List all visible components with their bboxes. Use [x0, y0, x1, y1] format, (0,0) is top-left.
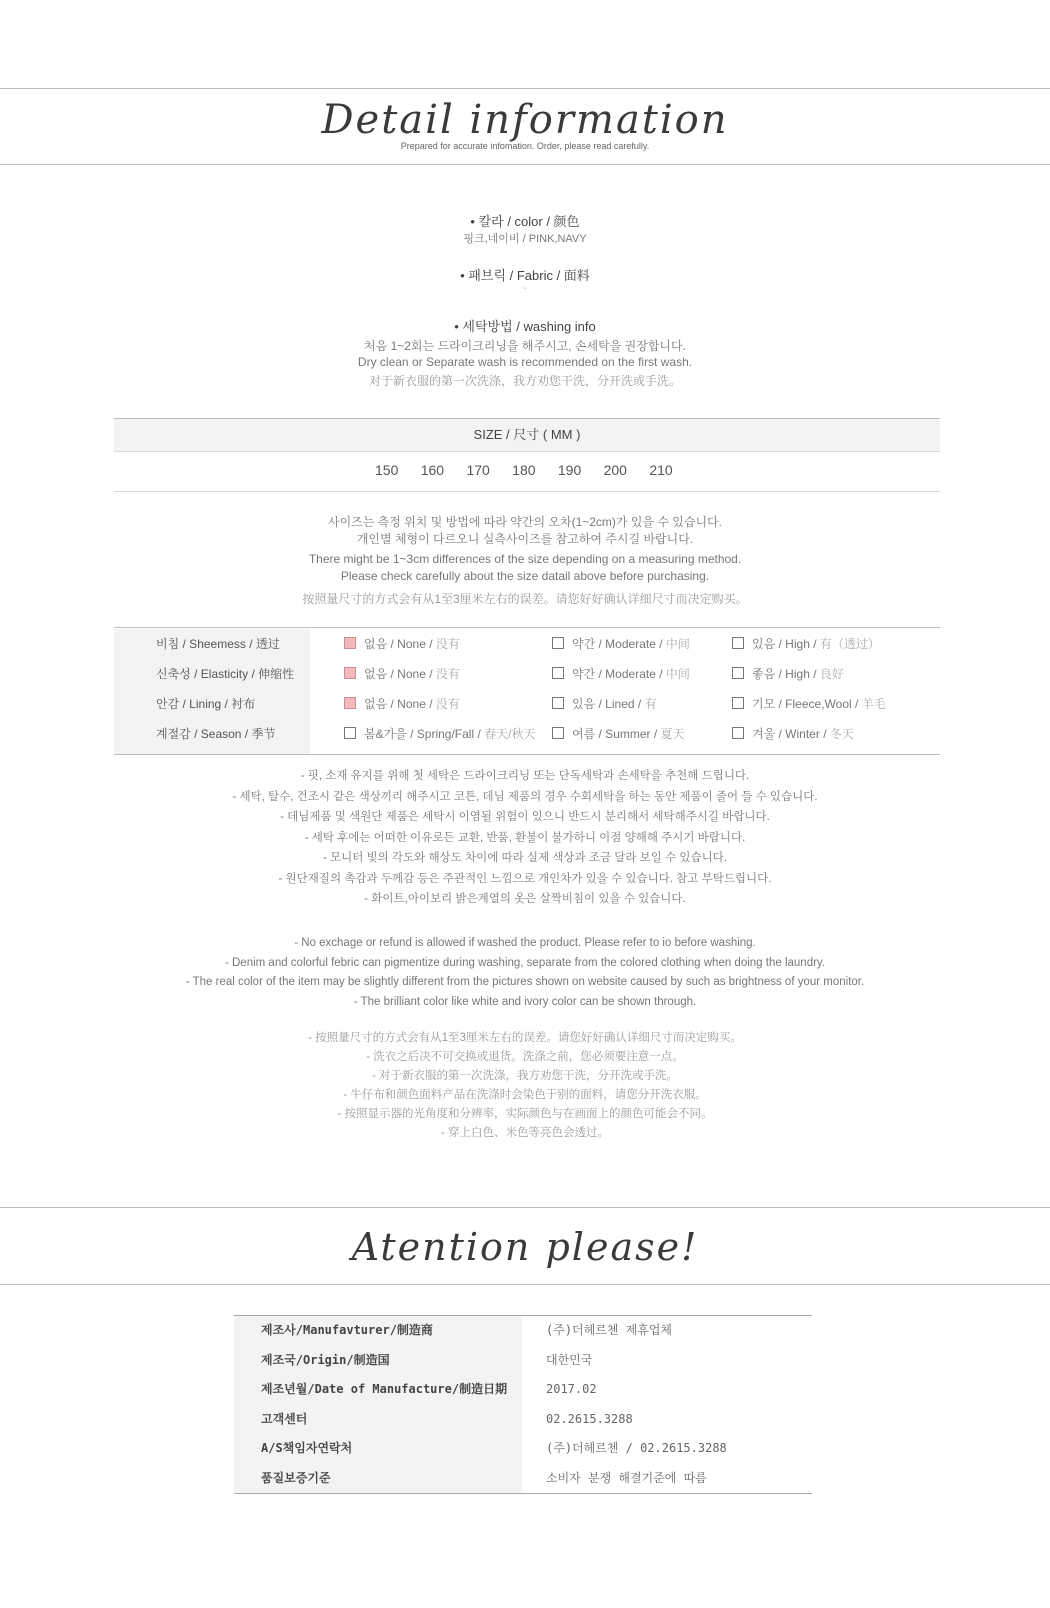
option-lined[interactable]: 있음 / Lined / 有 — [552, 689, 657, 719]
attribute-label: 안감 / Lining / 衬布 — [156, 697, 256, 711]
attribute-label: 계절감 / Season / 季节 — [156, 727, 276, 741]
attributes-top-divider — [114, 627, 940, 628]
size-value: 180 — [512, 462, 536, 478]
notes-chinese — [0, 1029, 1050, 1143]
size-note-en-2: Please check carefully about the size datail above before purchasing. — [340, 569, 710, 583]
size-values — [375, 462, 695, 478]
size-header: SIZE / 尺寸 ( MM ) — [473, 427, 581, 442]
info-value: 02.2615.3288 — [546, 1411, 633, 1426]
size-value: 210 — [649, 462, 673, 478]
size-value: 150 — [375, 462, 399, 478]
size-bottom-divider — [114, 491, 940, 492]
note-line: - 핏, 소재 유지를 위해 첫 세탁은 드라이크리닝 또는 단독세탁과 손세탁을 추천해 드립니다. — [300, 770, 750, 782]
table-row — [234, 1405, 812, 1435]
option-none[interactable]: 없음 / None / 没有 — [344, 689, 460, 719]
table-row — [234, 1375, 812, 1405]
info-key: 제조사/Manufavturer/制造商 — [234, 1316, 522, 1346]
note-line: - 按照量尺寸的方式会有从1至3厘米左右的误差。请您好好确认详细尺寸而决定购买。 — [308, 1032, 742, 1044]
info-value: (주)더헤르첸 / 02.2615.3288 — [546, 1441, 727, 1455]
note-line: - 세탁, 탈수, 건조시 같은 색상끼리 해주시고 코튼, 데님 제품의 경우 수회세탁을 하는 동안 제품이 줄어 들 수 있습니다. — [232, 790, 818, 803]
header-divider — [0, 164, 1050, 165]
note-line: - 牛仔布和颜色面料产品在洗涤时会染色于别的面料，请您分开洗衣服。 — [343, 1089, 707, 1101]
checkbox-icon[interactable] — [732, 637, 744, 649]
info-value: 2017.02 — [546, 1382, 597, 1396]
option-winter[interactable]: 겨울 / Winter / 冬天 — [732, 719, 854, 749]
notes-english — [0, 934, 1050, 1012]
checkbox-icon[interactable] — [552, 637, 564, 649]
size-value: 190 — [557, 462, 582, 478]
option-none[interactable]: 없음 / None / 没有 — [344, 659, 460, 689]
attribute-row-sheerness — [114, 629, 940, 659]
detail-title: Detail information — [321, 97, 729, 143]
info-value: 대한민국 — [546, 1352, 593, 1367]
washing-ko: 처음 1~2회는 드라이크리닝을 해주시고, 손세탁을 권장합니다. — [364, 339, 686, 353]
product-info-table — [234, 1315, 812, 1494]
note-line: - 按照显示器的光角度和分辨率，实际颜色与在画面上的颜色可能会不同。 — [337, 1108, 713, 1120]
option-fleece[interactable]: 기모 / Fleece,Wool / 羊毛 — [732, 689, 886, 719]
attribute-label: 신축성 / Elasticity / 伸缩性 — [156, 667, 295, 681]
checkbox-checked-icon[interactable] — [344, 667, 356, 679]
washing-zh: 对于新衣服的第一次洗涤，我方劝您干洗，分开洗或手洗。 — [368, 374, 681, 388]
option-moderate[interactable]: 약간 / Moderate / 中间 — [552, 629, 690, 659]
checkbox-icon[interactable] — [552, 667, 564, 679]
size-value: 200 — [603, 462, 627, 478]
checkbox-checked-icon[interactable] — [344, 637, 356, 649]
attention-top-divider — [0, 1207, 1050, 1208]
info-value: (주)더헤르첸 제휴업체 — [546, 1323, 673, 1337]
info-key: 품질보증기준 — [234, 1464, 522, 1494]
attribute-row-season — [114, 719, 940, 749]
washing-en: Dry clean or Separate wash is recommended on the first wash. — [357, 355, 693, 369]
color-value: 핑크,네이비 / PINK,NAVY — [463, 233, 587, 245]
attention-title: Atention please! — [351, 1225, 699, 1269]
checkbox-checked-icon[interactable] — [344, 697, 356, 709]
size-note-ko-1: 사이즈는 측정 위치 및 방법에 따라 약간의 오차(1~2cm)가 있을 수 있습니다. — [327, 515, 722, 529]
table-row — [234, 1464, 812, 1494]
info-key: A/S책임자연락처 — [234, 1434, 522, 1464]
option-high[interactable]: 좋음 / High / 良好 — [732, 659, 844, 689]
option-spring-fall[interactable]: 봄&가을 / Spring/Fall / 春天/秋天 — [344, 719, 536, 749]
attribute-row-lining — [114, 689, 940, 719]
info-key: 제조국/Origin/制造国 — [234, 1346, 522, 1376]
info-key: 제조년월/Date of Manufacture/制造日期 — [234, 1375, 522, 1405]
attribute-row-elasticity — [114, 659, 940, 689]
note-line: - 对于新衣服的第一次洗涤，我方劝您干洗，分开洗或手洗。 — [371, 1070, 679, 1082]
note-line: - 洗衣之后决不可交换或退货。洗涤之前，您必须要注意一点。 — [366, 1051, 684, 1063]
note-line: - Denim and colorful febric can pigmentize during washing, separate from the colored clothing when doing the laundry. — [224, 956, 826, 969]
attributes-bottom-divider — [114, 754, 940, 755]
size-note-ko-2: 개인별 체형이 다르오니 실측사이즈를 참고하여 주시길 바랍니다. — [356, 532, 694, 546]
note-line: - 세탁 후에는 어떠한 이유로든 교환, 반품, 환불이 불가하니 이점 양해해 주시기 바랍니다. — [304, 831, 746, 844]
note-line: - No exchage or refund is allowed if washed the product. Please refer to io before washing. — [294, 937, 756, 949]
note-line: - 원단재질의 촉감과 두께감 등은 주관적인 느낌으로 개인차가 있을 수 있습니다. 참고 부탁드립니다. — [278, 872, 772, 885]
option-summer[interactable]: 여름 / Summer / 夏天 — [552, 719, 685, 749]
checkbox-icon[interactable] — [344, 727, 356, 739]
size-value: 170 — [466, 462, 490, 478]
detail-subtitle: Prepared for accurate infomation. Order, please read carefully. — [400, 141, 650, 151]
note-line: - 데님제품 및 색원단 제품은 세탁시 이염될 위험이 있으니 반드시 분리해서 세탁해주시길 바랍니다. — [280, 811, 770, 823]
option-high[interactable]: 있음 / High / 有（透过） — [732, 629, 880, 659]
checkbox-icon[interactable] — [732, 727, 744, 739]
note-line: - The real color of the item may be slightly different from the pictures shown on website caused by such as brightness of your monitor. — [185, 976, 865, 988]
fabric-value: - — [523, 283, 527, 294]
note-line: - 화이트,아이보리 밝은계열의 옷은 살짝비침이 있을 수 있습니다. — [364, 893, 686, 905]
note-line: - The brilliant color like white and ivory color can be shown through. — [353, 995, 697, 1008]
checkbox-icon[interactable] — [552, 697, 564, 709]
checkbox-icon[interactable] — [732, 697, 744, 709]
size-header-bar — [114, 418, 940, 452]
info-value: 소비자 분쟁 해결기준에 따름 — [546, 1470, 707, 1485]
option-none[interactable]: 없음 / None / 没有 — [344, 629, 460, 659]
table-row — [234, 1316, 812, 1346]
top-divider — [0, 88, 1050, 89]
checkbox-icon[interactable] — [552, 727, 564, 739]
attribute-label: 비침 / Sheemess / 透过 — [156, 637, 280, 651]
washing-heading: • 세탁방법 / washing info — [454, 319, 596, 334]
attention-bottom-divider — [0, 1284, 1050, 1285]
option-moderate[interactable]: 약간 / Moderate / 中间 — [552, 659, 690, 689]
size-note-zh: 按照量尺寸的方式会有从1至3厘米左右的误差。请您好好确认详细尺寸而决定购买。 — [302, 592, 748, 606]
table-row — [234, 1346, 812, 1376]
table-row — [234, 1434, 812, 1464]
checkbox-icon[interactable] — [732, 667, 744, 679]
size-value: 160 — [420, 462, 445, 478]
info-key: 고객센터 — [234, 1405, 522, 1435]
fabric-heading: • 패브릭 / Fabric / 面料 — [460, 268, 590, 283]
size-note-en-1: There might be 1~3cm differences of the size depending on a measuring method. — [308, 552, 742, 566]
note-line: - 穿上白色、米色等亮色会透过。 — [440, 1127, 610, 1139]
notes-korean — [0, 766, 1050, 910]
note-line: - 모니터 빛의 각도와 해상도 차이에 따라 실제 색상과 조금 달라 보일 수 있습니다. — [322, 852, 728, 864]
color-heading: • 칼라 / color / 颜色 — [470, 214, 580, 229]
